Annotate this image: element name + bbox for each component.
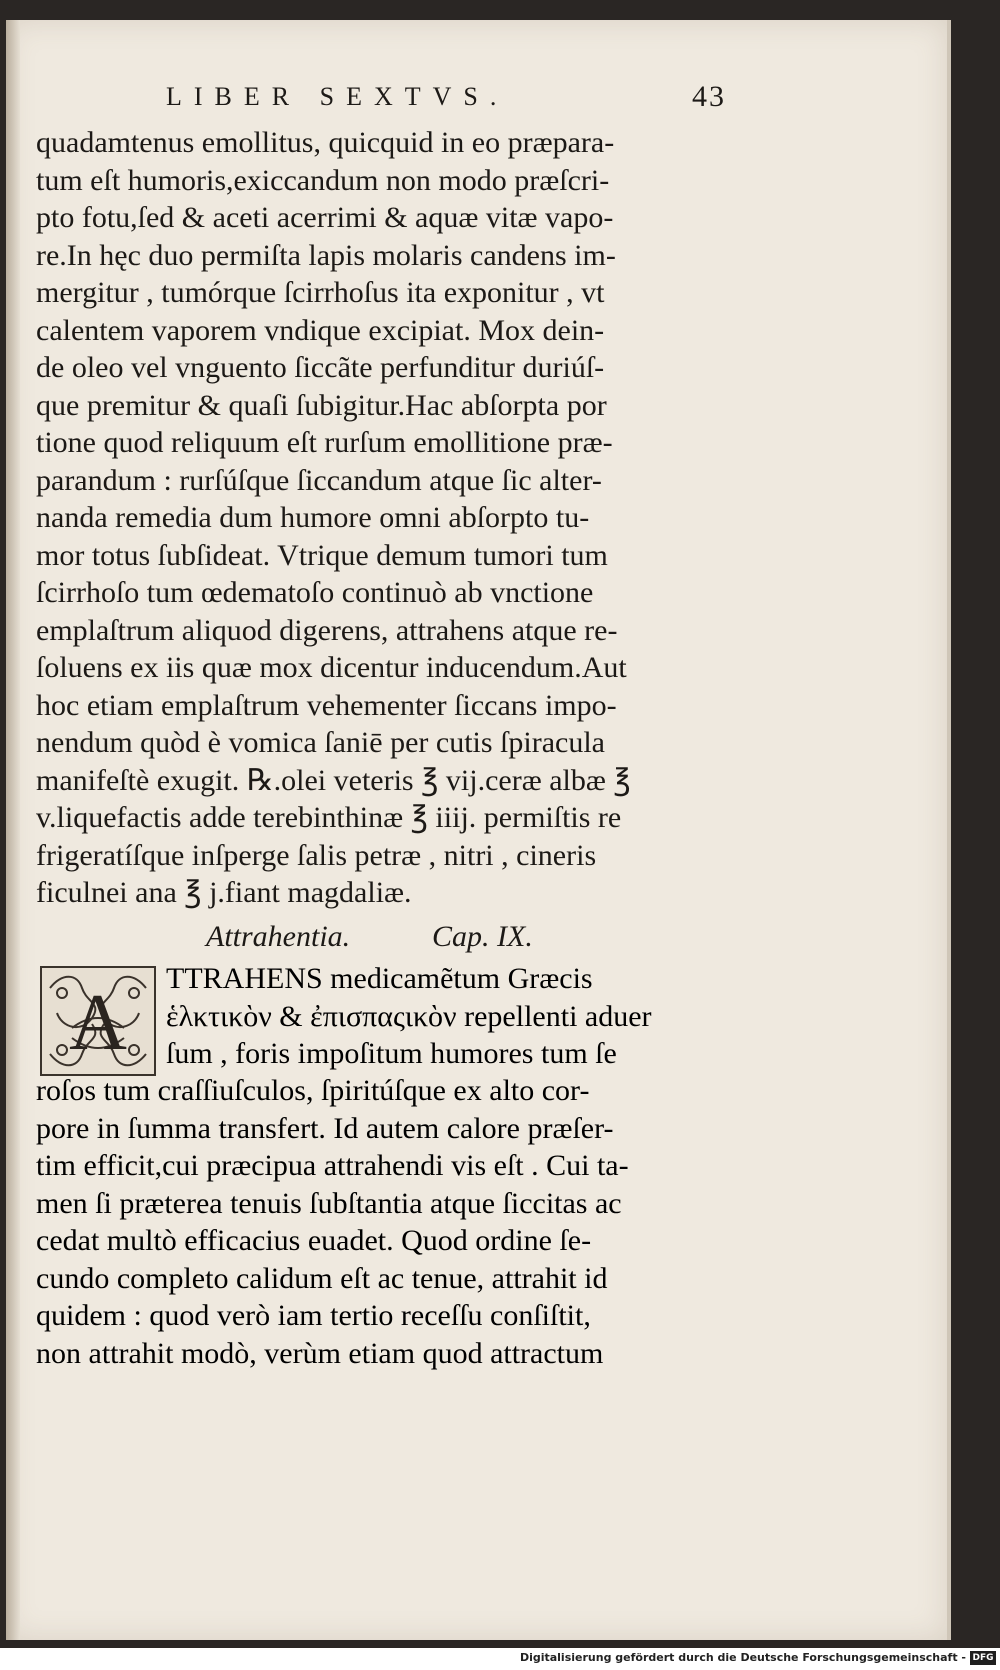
text-line: quidem : quod verò iam tertio receſſu conſiſtit, — [36, 1299, 591, 1332]
text-line: calentem vaporem vndique excipiat. Mox dein- — [36, 313, 605, 347]
chapter-text-block — [36, 1072, 746, 1372]
text-line: pore in ſumma transfert. Id autem calore præſer- — [36, 1111, 614, 1145]
text-line: tione quod reliquum eſt rurſum emollitione præ- — [36, 426, 613, 459]
text-line: nendum quòd è vomica ſaniē per cutis ſpiracula — [36, 726, 605, 759]
text-line: ficulnei ana ℥ j.fiant magdaliæ. — [36, 876, 412, 909]
text-line: re.In hęc duo permiſta lapis molaris candens im- — [36, 238, 616, 272]
text-line: ſoluens ex iis quæ mox dicentur inducendum.Aut — [36, 651, 627, 684]
text-line: ſcirrhoſo tum œdematoſo continuò ab vnctione — [36, 576, 594, 609]
text-line: mor totus ſubſideat. Vtrique demum tumori tum — [36, 538, 608, 572]
text-line: manifeſtè exugit. ℞.olei veteris ℥ vij.ceræ albæ ℥ — [36, 763, 631, 797]
decorated-initial — [40, 966, 156, 1076]
text-line: quadamtenus emollitus, quicquid in eo præpara- — [36, 126, 615, 159]
text-line: hoc etiam emplaſtrum vehementer ſiccans impo- — [36, 688, 617, 722]
text-line: cedat multò efficacius euadet. Quod ordine ſe- — [36, 1224, 592, 1257]
text-line: men ſi præterea tenuis ſubſtantia atque ſiccitas ac — [36, 1186, 622, 1220]
page-number: 43 — [692, 80, 726, 113]
text-line: frigeratíſque inſperge ſalis petræ , nitri , cineris — [36, 838, 597, 872]
dfg-logo: DFG — [970, 1651, 996, 1665]
funding-credit: Digitalisierung gefördert durch die Deutsche Forschungsgemeinschaft - — [519, 1651, 966, 1664]
chapter-number: Cap. IX. — [432, 920, 533, 953]
text-line: que premitur & quaſi ſubigitur.Hac abſorpta por — [36, 388, 607, 422]
running-head — [166, 82, 726, 122]
text-line: tum eſt humoris,exiccandum non modo præſcri- — [36, 163, 610, 197]
digitization-footer — [0, 1648, 1000, 1670]
text-line: pto fotu,ſed & aceti acerrimi & aquæ vitæ vapo- — [36, 201, 614, 234]
text-line: de oleo vel vnguento ſiccãte perfunditur duriúſ- — [36, 351, 605, 384]
text-line: tim efficit,cui præcipua attrahendi vis eſt . Cui ta- — [36, 1149, 629, 1182]
drop-cap-lines — [166, 960, 746, 1073]
text-line: TTRAHENS medicamẽtum Græcis — [166, 962, 593, 995]
text-line: mergitur , tumórque ſcirrhoſus ita exponitur , vt — [36, 276, 605, 309]
text-line: non attrahit modò, verùm etiam quod attractum — [36, 1336, 604, 1370]
running-title: LIBER SEXTVS. — [166, 82, 509, 111]
main-text-block — [36, 124, 736, 912]
text-line: ſum , foris impoſitum humores tum ſe — [166, 1037, 617, 1070]
text-line: roſos tum craſſiuſculos, ſpiritúſque ex alto cor- — [36, 1074, 590, 1107]
text-line: nanda remedia dum humore omni abſorpto tu- — [36, 501, 590, 534]
text-line: parandum : rurſúſque ſiccandum atque ſic alter- — [36, 463, 602, 497]
text-line: v.liquefactis adde terebinthinæ ℥ iiij. permiſtis re — [36, 801, 622, 834]
text-line: cundo completo calidum eſt ac tenue, attrahit id — [36, 1261, 608, 1295]
chapter-title: Attrahentia. — [206, 920, 351, 953]
text-line: ἑλκτικὸν & ἐπισπαςικὸν repellenti aduer — [166, 999, 652, 1033]
text-line: emplaſtrum aliquod digerens, attrahens atque re- — [36, 613, 618, 647]
chapter-heading — [206, 920, 766, 960]
book-page — [6, 20, 951, 1640]
initial-letter: A — [69, 979, 127, 1067]
page-gutter — [6, 20, 20, 1640]
